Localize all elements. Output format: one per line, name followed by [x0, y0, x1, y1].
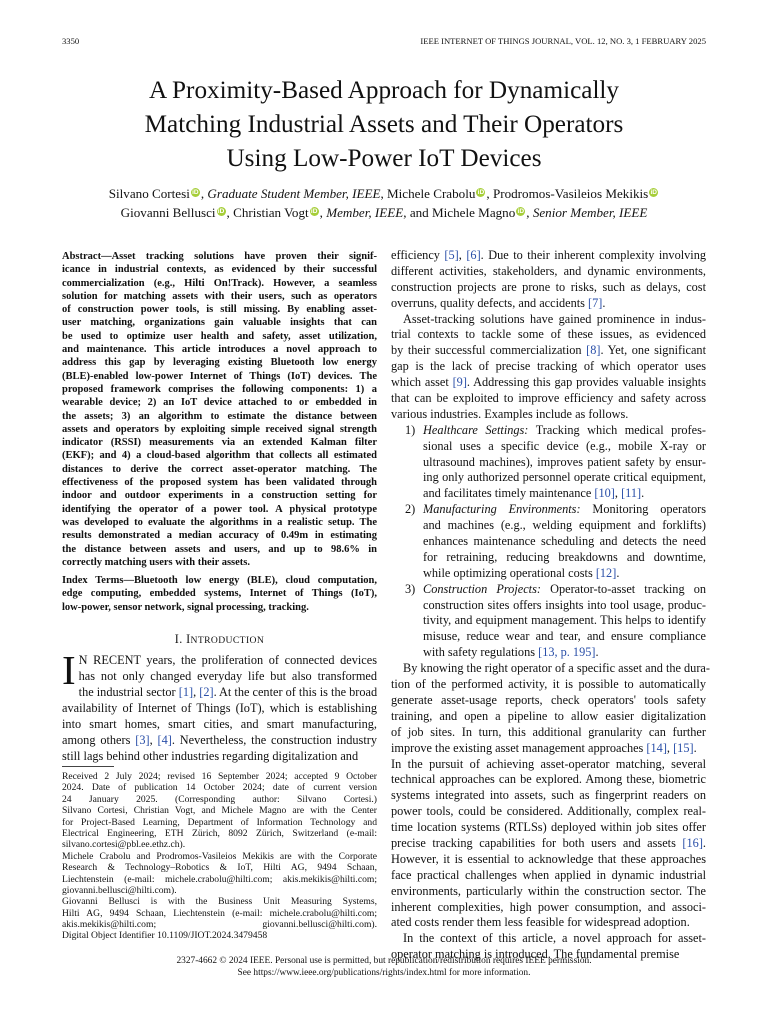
text-line: low-power, sensor network, signal processing, tracking.: [62, 601, 309, 613]
text-line: face practical challenges when applied in dynamic industrial: [391, 867, 706, 882]
orcid-icon: iD: [192, 189, 199, 196]
list-number: 3): [405, 581, 416, 596]
list-item: [391, 423, 706, 502]
copyright-notice: [40, 955, 728, 979]
text-line: generate asset-usage reports, check operators' tools safety: [391, 692, 706, 707]
text-line: inherent complexities, high power consumption, and associ-: [391, 899, 706, 914]
text-line: solution for matching assets with their users, such as operators: [62, 290, 377, 302]
author-segment: ,: [200, 186, 208, 201]
section-heading: [62, 632, 377, 647]
text-line: efficiency [5], [6]. Due to their inherent complexity involving: [391, 248, 706, 262]
text-line: time location systems (RTLSs) deployed within job sites offer: [391, 820, 706, 835]
text-line: precise tracking capabilities for both users and assets [16].: [391, 835, 706, 850]
list-number: 2): [405, 502, 416, 517]
text-line: construction projects are prone to risks, such as delays, cost: [391, 279, 706, 294]
text-line: However, it is essential to acknowledge that these approaches: [391, 851, 706, 866]
left-column: [62, 250, 377, 614]
list-lead: Manufacturing Environments:: [423, 502, 581, 517]
list-number: 1): [405, 422, 416, 437]
text-line: 2024. Date of publication 14 October 2024; date of current version: [62, 782, 377, 794]
list-item: [391, 502, 706, 581]
author-segment: Member, IEEE: [326, 205, 404, 220]
text-line: training, and open a pipeline to allow easier digitalization: [391, 708, 706, 723]
copyright-line: 2327-4662 © 2024 IEEE. Personal use is permitted, but republication/redistribution requires IEEE permission.: [176, 956, 592, 966]
text-line: technical approaches can be explored. Among these, biometric: [391, 772, 706, 787]
author-segment: , Christian Vogt: [226, 205, 309, 220]
text-line: N RECENT years, the proliferation of connected devices: [78, 653, 377, 667]
paragraph: [391, 661, 710, 756]
text-line: [423, 582, 706, 598]
text-line: By knowing the right operator of a specific asset and the dura-: [403, 661, 710, 676]
list-item: [391, 582, 706, 661]
text-line: effectiveness of the proposed system has been validated through: [62, 477, 377, 489]
text-line: identifying the operator of a power tool. A physical prototype: [62, 503, 377, 515]
footnote-rule: [62, 766, 114, 767]
author-segment: Silvano Cortesi: [108, 186, 190, 201]
text-line: tivity, and equipment management. This helps to identify: [423, 613, 706, 628]
text-line: Abstract—Asset tracking solutions have proven their signif-: [62, 251, 377, 262]
text-line: In the context of this article, a novel approach for asset-: [403, 931, 706, 946]
text-line: be used to optimize user health and safety, asset utilization,: [62, 330, 377, 342]
text-line: Asset-tracking solutions have gained prominence in indus-: [403, 311, 706, 326]
running-head: [62, 36, 706, 48]
text-line: Received 2 July 2024; revised 16 September 2024; accepted 9 October: [62, 771, 377, 782]
text-line: the assets; 3) an algorithm to estimate the distance between: [62, 410, 377, 422]
author-segment: Senior Member, IEEE: [532, 205, 648, 220]
text-line: akis.mekikis@hilti.com; giovanni.bellusci@hilti.com).: [62, 919, 377, 931]
orcid-icon: iD: [477, 189, 485, 196]
text-line: which asset [9]. Addressing this gap provides valuable insights: [391, 375, 706, 390]
text-line: the industrial sector [1], [2]. At the center of this is the broad: [78, 684, 378, 699]
text-line: ing only authorized personnel operate critical equipment,: [423, 470, 706, 485]
text-line: and maintenance. This article introduces a novel approach to: [62, 344, 377, 356]
text-line: into smart homes, smart cities, and smart manufacturing,: [62, 716, 377, 731]
text-line: indoor and outdoor experiments in a construction setting for: [62, 490, 377, 502]
text-line: by their successful commercialization [8]. Yet, one significant: [391, 343, 707, 358]
abstract: [62, 250, 377, 569]
text-line: has not only changed everyday life but also transformed: [78, 668, 377, 683]
text-line: enhances maintenance scheduling and detects the need: [423, 534, 706, 549]
author-segment: , Michele Crabolu: [380, 186, 476, 201]
text-line: sional uses a specific device (e.g., mobile X-ray or: [423, 438, 706, 453]
text-line: systems integrated into assets, such as fingerprint readers on: [391, 788, 706, 803]
text-line: 24 January 2025. (Corresponding author: Silvano Cortesi.): [62, 793, 377, 805]
text-line: Electrical Engineering, ETH Zürich, 8092 Zürich, Switzerland (e-mail:: [62, 827, 377, 839]
text-line: assets and operators by exploiting simple received signal strength: [62, 423, 377, 435]
page-number: 3350: [62, 36, 80, 46]
author-segment: Giovanni Bellusci: [120, 205, 216, 220]
copyright-line: See https://www.ieee.org/publications/rights/index.html for more information.: [237, 968, 531, 978]
text-line: distances to derive the correct asset-operator matching. The: [62, 463, 377, 475]
text-line: [423, 423, 706, 439]
text-line: construction sites offers insights into tool usage, produc-: [423, 597, 706, 612]
journal-header: IEEE INTERNET OF THINGS JOURNAL, VOL. 12, NO. 3, 1 FEBRUARY 2025: [420, 36, 706, 46]
author-segment: ,: [526, 205, 533, 220]
list-text: Operator-to-asset tracking on: [540, 581, 707, 596]
text-line: gap is the lack of precise tracking of which operator uses: [391, 359, 706, 374]
text-line: [423, 502, 706, 518]
text-line: trial contexts to tackle some of these issues, as evidenced: [391, 327, 706, 342]
text-line: for Project-Based Learning, Department of Information Technology and: [62, 816, 377, 828]
author-segment: , Prodromos-Vasileios Mekikis: [486, 186, 649, 201]
text-line: that can be exploited to improve efficiency and safety across: [391, 391, 706, 406]
text-line: still lags behind other industries regarding digitalization and: [62, 748, 359, 763]
text-line: indicator (RSSI) measurements via an extended Kalman filter: [62, 437, 377, 449]
text-line: was developed to evaluate the algorithms in a realistic setup. The: [62, 516, 377, 528]
list-lead: Construction Projects:: [423, 581, 541, 596]
paper-title: [40, 74, 728, 176]
orcid-icon: iD: [310, 208, 318, 215]
text-line: Hilti AG, 9494 Schaan, Liechtenstein (e-mail: michele.crabolu@hilti.com;: [62, 907, 377, 919]
text-line: (BLE)-enabled low-power Internet of Things (IoT) devices. The: [62, 370, 377, 382]
text-line: and machines (e.g., welding equipment and forklifts): [423, 518, 706, 533]
text-line: icance in industrial contexts, as evidenced by their successful: [62, 264, 377, 276]
list-text: Monitoring operators: [580, 502, 706, 517]
text-line: tion of the performed activity, it is possible to automatically: [391, 677, 706, 692]
author-line: [40, 184, 728, 203]
text-line: for retraining, reducing breakdowns and downtime,: [423, 549, 706, 564]
text-line: the distance between assets and users, and up to 98.6% in: [62, 543, 377, 555]
paragraph: [391, 757, 706, 932]
text-line: various industries. Examples include as follows.: [391, 406, 629, 421]
text-line: of job sites. In turn, this additional granularity can further: [391, 724, 706, 739]
paragraph: [391, 248, 706, 312]
section-title-rest: NTRODUCTION: [190, 635, 265, 646]
text-line: Index Terms—Bluetooth low energy (BLE), cloud computation,: [62, 575, 377, 587]
author-list: [40, 184, 728, 222]
text-line: ated costs render them less feasible for widespread adoption.: [391, 915, 690, 930]
text-line: correctly matching users with their assets.: [62, 556, 250, 568]
orcid-icon: iD: [650, 189, 657, 196]
list-lead: Healthcare Settings:: [423, 422, 529, 437]
author-segment: , and Michele Magno: [403, 205, 516, 220]
text-line: availability of Internet of Things (IoT), which is establishing: [62, 700, 377, 715]
example-list: [391, 423, 706, 661]
text-line: different activities, stakeholders, and dynamic environments,: [391, 263, 706, 278]
text-line: while optimizing operational costs [12].: [423, 565, 620, 580]
text-line: power tools, could be considered. Additionally, complex real-: [391, 804, 706, 819]
text-line: Research & Technology–Robotics & IoT, Hilti AG, 9494 Schaan,: [62, 862, 377, 874]
author-line: [40, 203, 728, 222]
text-line: results demonstrated a median accuracy of 0.49m in estimating: [62, 530, 377, 542]
title-line: A Proximity-Based Approach for Dynamically: [148, 77, 620, 104]
text-line: Giovanni Bellusci is with the Business Unit Measuring Systems,: [62, 896, 377, 908]
list-text: Tracking which medical profes-: [528, 422, 706, 437]
text-line: giovanni.bellusci@hilti.com).: [62, 884, 177, 896]
title-line: Using Low-Power IoT Devices: [226, 145, 542, 172]
text-line: of construction power tools, is still missing. By enabling asset-: [62, 304, 377, 316]
footnotes: [62, 771, 377, 942]
author-segment: ,: [319, 205, 327, 220]
text-line: misuse, reduce wear and tear, and ensure compliance: [423, 629, 706, 644]
text-line: Digital Object Identifier 10.1109/JIOT.2024.3479458: [62, 930, 268, 942]
drop-cap: I: [62, 647, 76, 693]
index-terms: [62, 574, 377, 614]
text-line: Liechtenstein (e-mail: michele.crabolu@hilti.com; akis.mekikis@hilti.com;: [62, 873, 377, 885]
paragraph: [391, 312, 706, 423]
text-line: with safety regulations [13, p. 195].: [423, 645, 599, 660]
introduction-paragraph: [62, 647, 378, 765]
text-line: wearable device; 2) an IoT device attached to or embedded in: [62, 397, 377, 409]
orcid-icon: iD: [517, 208, 525, 215]
title-line: Matching Industrial Assets and Their Operators: [144, 111, 624, 138]
text-line: silvano.cortesi@pbl.ee.ethz.ch).: [62, 839, 186, 851]
orcid-icon: iD: [217, 208, 225, 215]
section-title-initial: I: [186, 632, 191, 646]
text-line: environments, particularly within the construction sector. The: [391, 883, 706, 898]
text-line: ultrasound machines), improves patient safety by ensur-: [423, 454, 706, 469]
right-column: [391, 248, 710, 963]
text-line: proposed framework comprises the following components: 1) a: [62, 383, 377, 395]
text-line: among others [3], [4]. Nevertheless, the construction industry: [62, 732, 377, 747]
author-segment: Graduate Student Member, IEEE: [207, 186, 381, 201]
text-line: In the pursuit of achieving asset-operator matching, several: [391, 756, 706, 771]
text-line: user matching, organizations gain valuable insights that can: [62, 317, 377, 329]
text-line: Silvano Cortesi, Christian Vogt, and Michele Magno are with the Center: [62, 805, 377, 817]
text-line: operator matching is introduced. The fundamental premise: [391, 947, 680, 962]
section-numeral: I.: [174, 632, 183, 646]
text-line: improve the existing asset management approaches [14], [15].: [391, 740, 697, 755]
text-line: and facilitates timely maintenance [10], [11].: [423, 486, 645, 501]
text-line: Michele Crabolu and Prodromos-Vasileios Mekikis are with the Corporate: [62, 850, 377, 862]
text-line: commercialization (e.g., Hilti On!Track). However, a seamless: [62, 277, 377, 289]
text-line: (EKF); and 4) a cloud-based algorithm that collects all estimated: [62, 450, 377, 462]
text-line: address this gap by leveraging existing Bluetooth low energy: [62, 357, 377, 369]
text-line: edge computing, embedded systems, Internet of Things (IoT),: [62, 588, 377, 600]
text-line: overruns, quality defects, and accidents [7].: [391, 295, 606, 310]
